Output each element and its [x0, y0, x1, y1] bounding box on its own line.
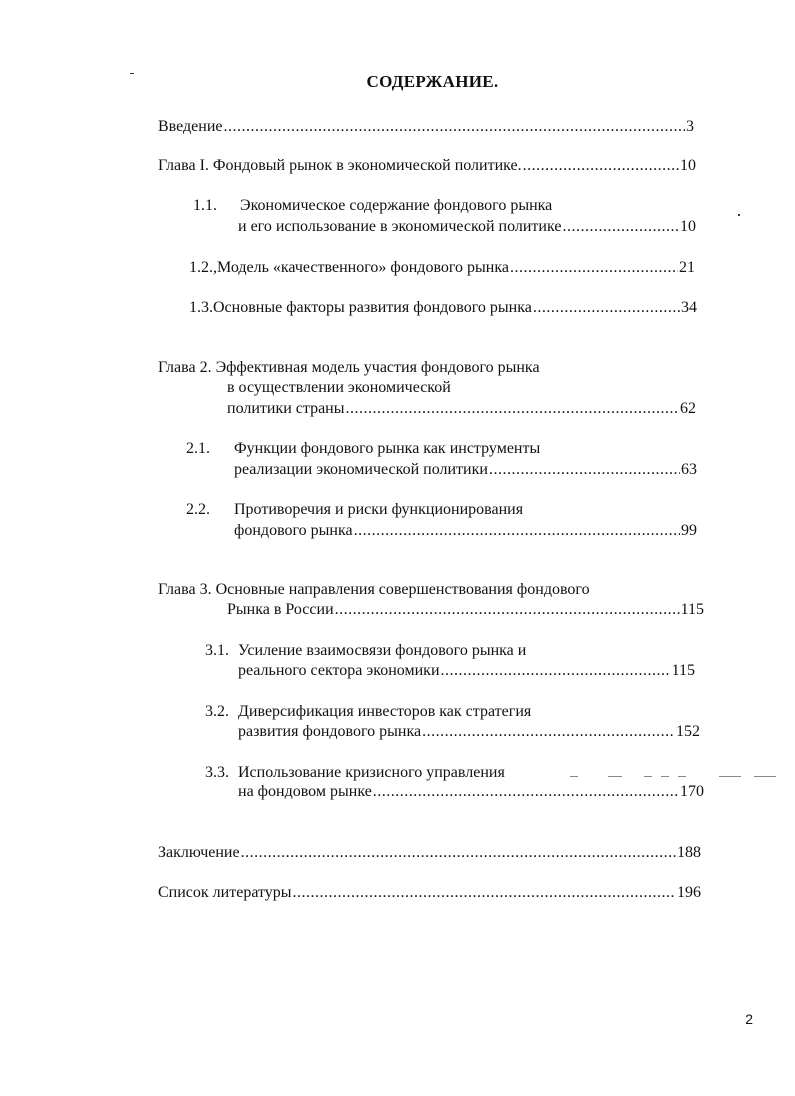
- toc-entry-label: Глава 3. Основные направления совершенствования фондового: [158, 581, 590, 598]
- toc-entry-chapter-3-line1: [158, 580, 590, 600]
- toc-entry-label: Заключение: [158, 844, 240, 861]
- toc-page-number: 115: [671, 662, 695, 679]
- toc-entry-label: Список литературы: [158, 884, 292, 901]
- scan-mark: ,: [213, 259, 217, 276]
- toc-entry-label: Основные факторы развития фондового рынка: [213, 299, 532, 316]
- scan-noise: [661, 776, 669, 777]
- toc-title: СОДЕРЖАНИЕ.: [366, 72, 499, 91]
- section-number: 1.3.: [189, 299, 213, 316]
- scan-speck: [738, 214, 740, 216]
- toc-entry-label: Использование кризисного управления: [238, 764, 505, 781]
- toc-entry-label: в осуществлении экономической: [227, 379, 451, 396]
- toc-entry-3-1-line1: [205, 641, 526, 661]
- toc-entry-chapter-2-line2: [227, 378, 451, 398]
- leader-dots: [422, 722, 675, 742]
- toc-entry-label: Усиление взаимосвязи фондового рынка и: [238, 642, 527, 659]
- toc-entry-label: Модель «качественного» фондового рынка: [217, 259, 509, 276]
- toc-entry-label: Введение: [158, 118, 223, 135]
- section-number: 3.1.: [205, 642, 229, 659]
- toc-page-number: 196: [677, 884, 701, 901]
- toc-entry-label: фондового рынка: [234, 522, 353, 539]
- leader-dots: [533, 298, 680, 318]
- leader-dots: [354, 521, 680, 541]
- toc-entry-label: Глава I. Фондовый рынок в экономической политике.: [158, 157, 522, 174]
- toc-entry-label: развития фондового рынка: [238, 723, 422, 740]
- toc-entry-label: реализации экономической политики: [234, 461, 488, 478]
- toc-entry-3-1-line2: [238, 661, 695, 681]
- scan-noise: [644, 776, 652, 777]
- section-number: 3.2.: [205, 703, 229, 720]
- toc-entry-label: Экономическое содержание фондового рынка: [240, 197, 553, 214]
- toc-entry-label: Диверсификация инвесторов как стратегия: [238, 703, 532, 720]
- section-number: 2.1.: [186, 440, 210, 457]
- toc-entry-label: Глава 2. Эффективная модель участия фондового рынка: [158, 359, 540, 376]
- leader-dots: [346, 399, 680, 419]
- toc-page-number: 34: [681, 299, 697, 316]
- toc-entry-3-3-line1: [205, 763, 505, 783]
- leader-dots: [224, 117, 686, 137]
- toc-entry-2-1-line1: [186, 439, 540, 459]
- scan-noise: [719, 776, 741, 777]
- toc-entry-chapter-2-line1: [158, 358, 540, 378]
- toc-entry-1-2: [189, 258, 695, 278]
- toc-entry-chapter-3-line2: [227, 600, 704, 620]
- toc-entry-3-2-line1: [205, 702, 531, 722]
- toc-page-number: 10: [680, 218, 696, 235]
- toc-page-number: 170: [680, 783, 704, 800]
- scan-noise: [754, 776, 776, 777]
- leader-dots: [510, 258, 678, 278]
- toc-entry-conclusion: [158, 843, 701, 863]
- scan-noise: [678, 776, 686, 777]
- toc-entry-bibliography: [158, 883, 701, 903]
- toc-page-number: 115: [680, 601, 704, 618]
- toc-entry-intro: [158, 117, 694, 137]
- toc-page-number: 63: [681, 461, 697, 478]
- toc-page-number: 3: [686, 118, 694, 135]
- toc-entry-label: и его использование в экономической политике: [238, 218, 562, 235]
- toc-entry-chapter-1: [158, 156, 696, 176]
- toc-page-number: 99: [681, 522, 697, 539]
- section-number: 2.2.: [186, 501, 210, 518]
- toc-entry-2-2-line1: [186, 500, 523, 520]
- toc-page-number: 62: [680, 400, 696, 417]
- toc-entry-label: на фондовом рынке: [238, 783, 372, 800]
- section-number: 1.2.: [189, 259, 213, 276]
- leader-dots: [523, 156, 679, 176]
- page-number: 2: [745, 1011, 753, 1027]
- toc-entry-label: Противоречия и риски функционирования: [234, 501, 524, 518]
- toc-entry-1-1-line1: [193, 196, 552, 216]
- toc-entry-2-2-line2: [234, 521, 697, 541]
- section-number: 3.3.: [205, 764, 229, 781]
- leader-dots: [293, 883, 676, 903]
- leader-dots: [441, 661, 671, 681]
- toc-page-number: 152: [676, 723, 700, 740]
- leader-dots: [489, 460, 680, 480]
- leader-dots: [373, 782, 679, 802]
- toc-entry-label: Рынка в России: [227, 601, 334, 618]
- leader-dots: [562, 217, 679, 237]
- toc-entry-1-3: [189, 298, 697, 318]
- scan-noise: [570, 776, 578, 777]
- section-number: 1.1.: [193, 197, 217, 214]
- toc-entry-2-1-line2: [234, 460, 697, 480]
- toc-entry-label: политики страны: [227, 400, 345, 417]
- leader-dots: [241, 843, 676, 863]
- toc-entry-chapter-2-line3: [227, 399, 696, 419]
- leader-dots: [335, 600, 680, 620]
- toc-entry-label: реального сектора экономики: [238, 662, 440, 679]
- toc-entry-1-1-line2: [238, 217, 696, 237]
- scan-noise: [608, 776, 622, 777]
- toc-page-number: 10: [680, 157, 696, 174]
- toc-page-number: 21: [679, 259, 695, 276]
- toc-entry-3-2-line2: [238, 722, 700, 742]
- toc-page-number: 188: [677, 844, 701, 861]
- toc-entry-label: Функции фондового рынка как инструменты: [234, 440, 541, 457]
- toc-entry-3-3-line2: [238, 782, 704, 802]
